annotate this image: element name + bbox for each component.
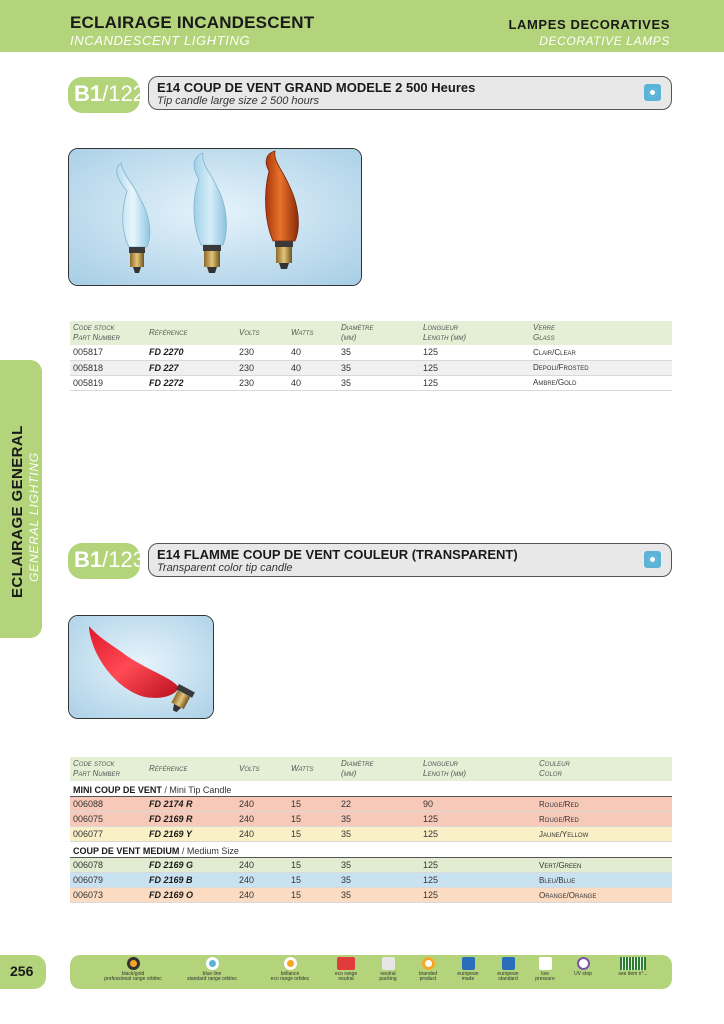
box-icon bbox=[382, 957, 395, 970]
eu-icon bbox=[502, 957, 515, 970]
section1-photo bbox=[68, 148, 362, 286]
star-icon bbox=[422, 957, 435, 970]
sun-icon bbox=[284, 957, 297, 970]
section1-title-en: Tip candle large size 2 500 hours bbox=[157, 95, 319, 107]
section1-code-prefix: B1 bbox=[74, 81, 103, 106]
section1-title: E14 COUP DE VENT GRAND MODELE 2 500 Heures bbox=[157, 80, 476, 95]
table-row: 005819 FD 2272 230 40 35 125 Ambre/Gold bbox=[70, 375, 672, 390]
lamp-category-icon bbox=[644, 84, 661, 101]
section2-code-badge bbox=[68, 543, 145, 579]
table-row: 006079 FD 2169 B 240 15 35 125 Bleu/Blue bbox=[70, 873, 672, 888]
legend-item: blue line standard range orbitec bbox=[182, 957, 242, 982]
legend-item: european standard bbox=[490, 957, 526, 982]
section2-photo bbox=[68, 615, 214, 719]
group1-label-en: / Mini Tip Candle bbox=[164, 785, 232, 795]
header-title: ECLAIRAGE INCANDESCENT bbox=[70, 13, 315, 32]
legend-item: low pressure bbox=[530, 957, 560, 982]
side-tab-subtitle: GENERAL LIGHTING bbox=[27, 452, 41, 582]
group-header-row bbox=[70, 781, 672, 797]
group1-label: MINI COUP DE VENT bbox=[73, 785, 162, 795]
header-right-title: LAMPES DECORATIVES bbox=[508, 17, 670, 32]
table-header-row: Code stock Part Number Référence Volts Watts Diamètre (mm) Longueur Length (mm) Couleur Color bbox=[70, 757, 672, 781]
table-row: 005818 FD 227 230 40 35 125 Depoli/Frosted bbox=[70, 360, 672, 375]
section1-code-badge bbox=[68, 77, 145, 113]
legend-item: see item n°... bbox=[608, 957, 658, 977]
header-band bbox=[0, 0, 724, 52]
legend-item: brillance eco range orbitec bbox=[258, 957, 322, 982]
legend-item: eco range neutral bbox=[326, 957, 366, 982]
table-row: 006075 FD 2169 R 240 15 35 125 Rouge/Red bbox=[70, 812, 672, 827]
legend-item: black/gold professional range orbitec bbox=[98, 957, 168, 982]
lamp-category-icon bbox=[644, 551, 661, 568]
header-subtitle: INCANDESCENT LIGHTING bbox=[70, 33, 251, 48]
section2-code-suffix: /123 bbox=[102, 547, 145, 572]
section1-code-suffix: /122 bbox=[102, 81, 145, 106]
table-row: 006077 FD 2169 Y 240 15 35 125 Jaune/Yellow bbox=[70, 827, 672, 842]
box-icon bbox=[337, 957, 355, 970]
section1-table bbox=[70, 321, 672, 391]
group-header-row bbox=[70, 842, 672, 858]
eu-icon bbox=[462, 957, 475, 970]
group2-label: COUP DE VENT MEDIUM bbox=[73, 846, 180, 856]
sun-icon bbox=[206, 957, 219, 970]
page-number: 256 bbox=[10, 963, 34, 979]
section2-title-bar bbox=[148, 543, 672, 577]
table-row: 006078 FD 2169 G 240 15 35 125 Vert/Green bbox=[70, 858, 672, 873]
section2-table bbox=[70, 757, 672, 903]
section2-title: E14 FLAMME COUP DE VENT COULEUR (TRANSPARENT) bbox=[157, 547, 518, 562]
barcode-icon bbox=[620, 957, 646, 970]
section1-title-bar bbox=[148, 76, 672, 110]
section2-code-prefix: B1 bbox=[74, 547, 103, 572]
legend-item: european made bbox=[450, 957, 486, 982]
group2-label-en: / Medium Size bbox=[181, 846, 239, 856]
table-row: 006073 FD 2169 O 240 15 35 125 Orange/Orange bbox=[70, 888, 672, 903]
legend-item: branded product bbox=[410, 957, 446, 982]
legend-bar bbox=[70, 955, 672, 989]
sun-icon bbox=[127, 957, 140, 970]
table-header-row: Code stock Part Number Référence Volts Watts Diamètre (mm) Longueur Length (mm) Verre Glass bbox=[70, 321, 672, 345]
uv-icon bbox=[577, 957, 590, 970]
table-row: 005817 FD 2270 230 40 35 125 Clair/Clear bbox=[70, 345, 672, 360]
header-right-subtitle: DECORATIVE LAMPS bbox=[539, 34, 670, 48]
table-row: 006088 FD 2174 R 240 15 22 90 Rouge/Red bbox=[70, 797, 672, 812]
section2-title-en: Transparent color tip candle bbox=[157, 562, 293, 574]
drop-icon bbox=[539, 957, 552, 970]
legend-item: UV stop bbox=[568, 957, 598, 977]
legend-item: neutral packing bbox=[370, 957, 406, 982]
side-tab-title: ECLAIRAGE GENERAL bbox=[9, 425, 26, 598]
